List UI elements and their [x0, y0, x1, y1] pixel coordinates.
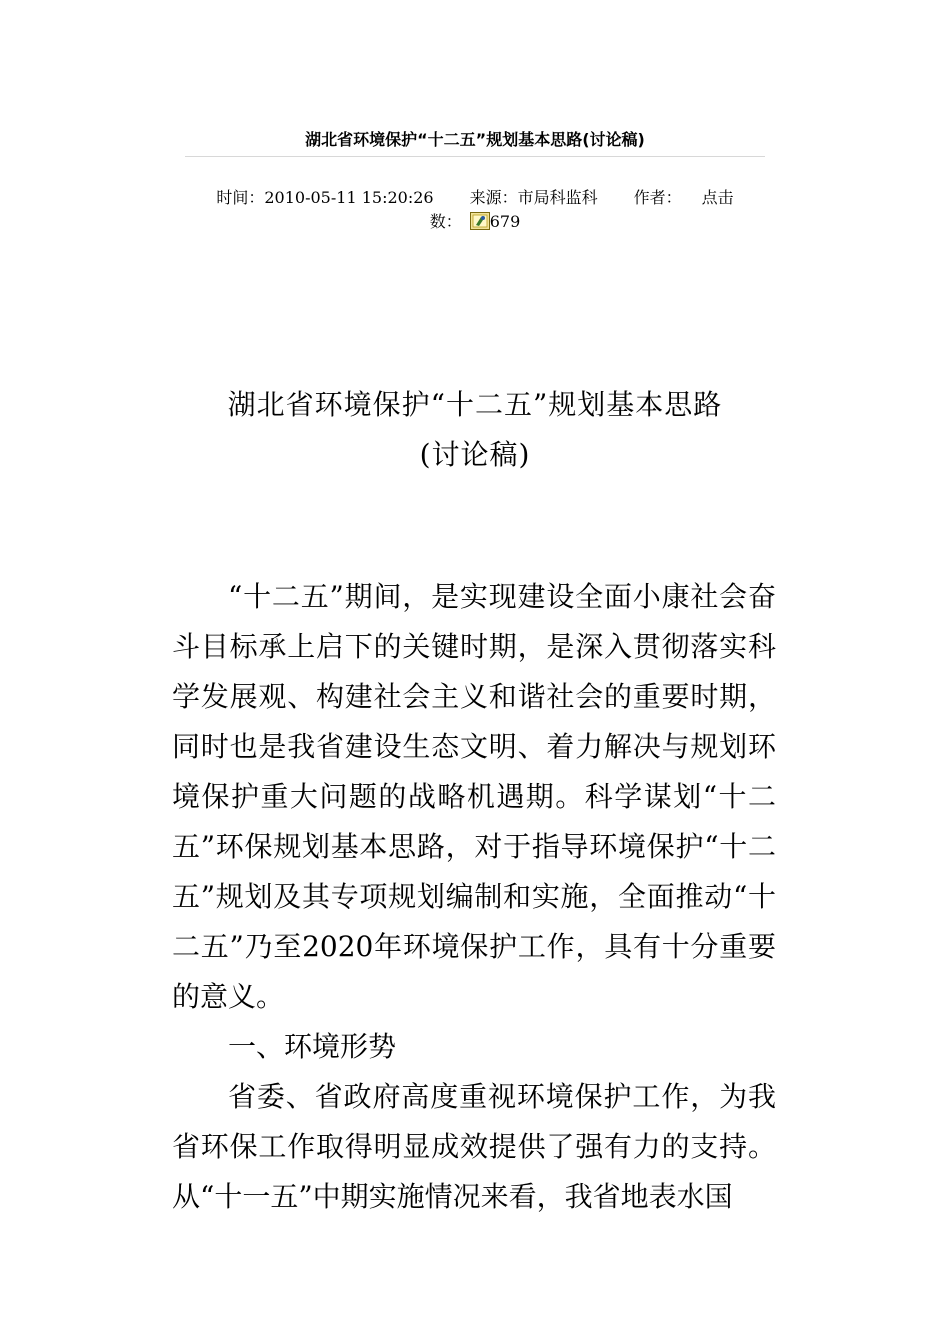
clicks-label-part1: 点击 [701, 188, 734, 207]
time-value: 2010-05-11 15:20:26 [264, 188, 434, 207]
paragraph-intro: “十二五”期间，是实现建设全面小康社会奋斗目标承上启下的关键时期，是深入贯彻落实科学发展观、构建社会主义和谐社会的重要时期，同时也是我省建设生态文明、着力解决与规划环境保护重大问题的战略机遇期。科学谋划“十二五”环保规划基本思路，对于指导环境保护“十二五”规划及其专项规划编制和实施，全面推动“十二五”乃至2020年环境保护工作，具有十分重要的意义。 [172, 580, 776, 1013]
page-views-icon [470, 212, 490, 230]
article-meta [185, 186, 765, 234]
document-title [0, 380, 950, 480]
source-label: 来源： [469, 188, 518, 207]
document-body [172, 572, 776, 1222]
document-title-line1: 湖北省环境保护“十二五”规划基本思路 [227, 388, 723, 421]
document-title-line2: (讨论稿) [419, 438, 531, 471]
section-heading: 一、环境形势 [228, 1030, 397, 1063]
article-header-title: 湖北省环境保护“十二五”规划基本思路(讨论稿) [305, 130, 645, 149]
time-label: 时间： [216, 188, 265, 207]
clicks-label-part2: 数： [429, 212, 462, 231]
paragraph-situation: 省委、省政府高度重视环境保护工作，为我省环保工作取得明显成效提供了强有力的支持。从“十一五”中期实施情况来看，我省地表水国 [172, 1080, 776, 1213]
clicks-value: 679 [489, 212, 521, 231]
author-label: 作者： [633, 188, 682, 207]
header-divider [185, 156, 765, 157]
source-value: 市局科监科 [517, 188, 598, 207]
